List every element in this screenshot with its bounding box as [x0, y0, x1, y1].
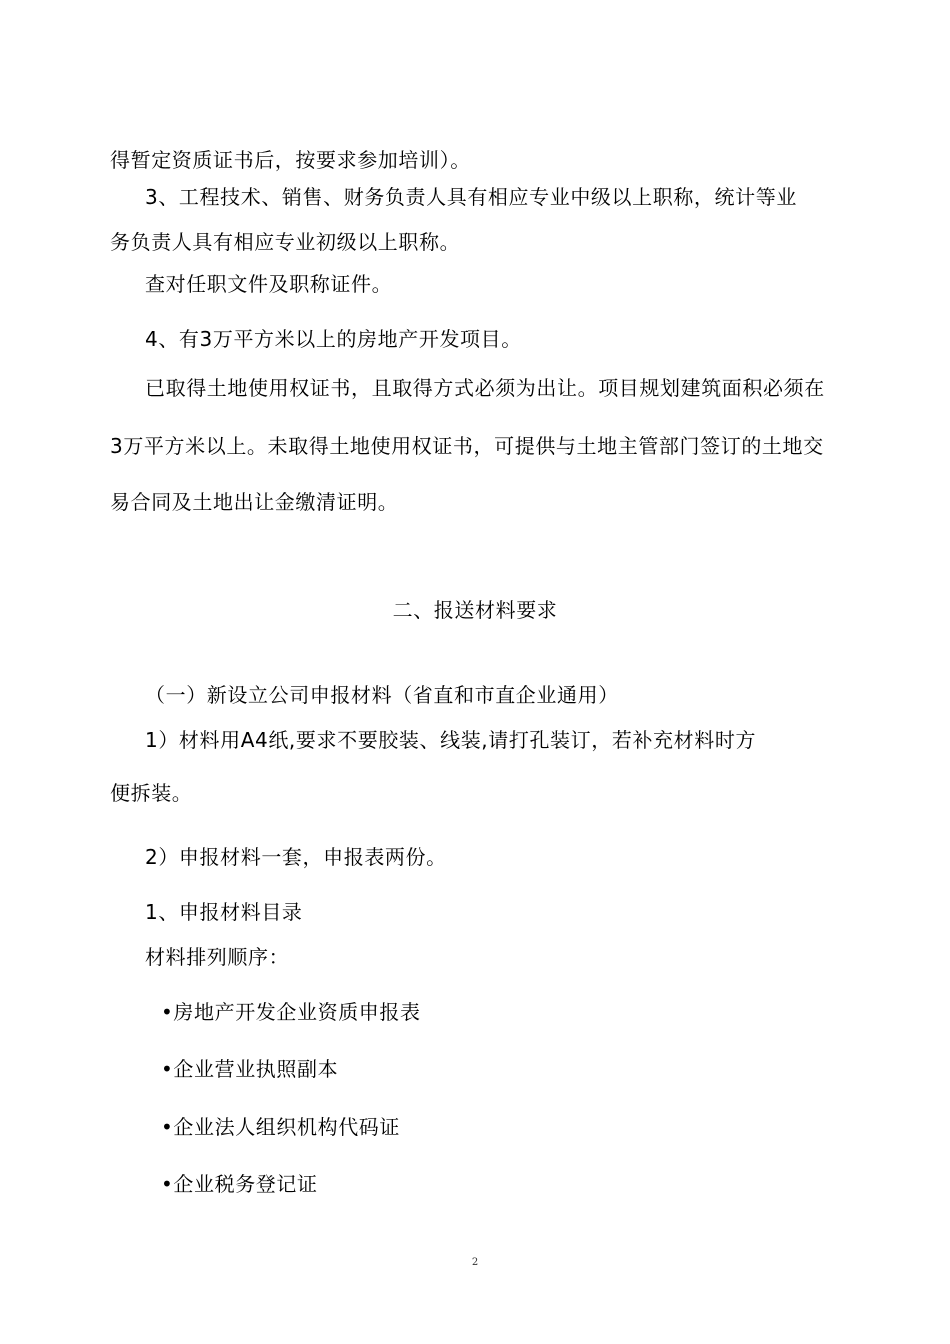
paragraph-line: 3、工程技术、销售、财务负责人具有相应专业中级以上职称，统计等业 — [145, 185, 797, 209]
section-heading: 二、报送材料要求 — [392, 598, 558, 622]
list-item: •房地产开发企业资质申报表 — [161, 1000, 421, 1024]
subsection-title: （一）新设立公司申报材料（省直和市直企业通用） — [145, 683, 619, 707]
paragraph-line: 得暂定资质证书后，按要求参加培训）。 — [110, 148, 471, 172]
list-item: •企业营业执照副本 — [161, 1057, 339, 1081]
paragraph-line: 2）申报材料一套，申报表两份。 — [145, 845, 447, 869]
list-item: •企业法人组织机构代码证 — [161, 1115, 400, 1139]
order-label: 材料排列顺序： — [145, 945, 290, 969]
paragraph-line: 4、有3万平方米以上的房地产开发项目。 — [145, 327, 522, 351]
paragraph-line: 查对任职文件及职称证件。 — [145, 272, 393, 296]
list-item: •企业税务登记证 — [161, 1172, 318, 1196]
paragraph-line: 已取得土地使用权证书，且取得方式必须为出让。项目规划建筑面积必须在 — [145, 376, 825, 400]
catalog-title: 1、申报材料目录 — [145, 900, 303, 924]
paragraph-line: 1）材料用A4纸,要求不要胶装、线装,请打孔装订，若补充材料时方 — [145, 728, 757, 752]
paragraph-line: 易合同及土地出让金缴清证明。 — [110, 490, 399, 514]
paragraph-line: 务负责人具有相应专业初级以上职称。 — [110, 230, 461, 254]
paragraph-line: 便拆装。 — [110, 781, 193, 805]
paragraph-line: 3万平方米以上。未取得土地使用权证书，可提供与土地主管部门签订的土地交 — [110, 434, 824, 458]
page-number: 2 — [471, 1257, 479, 1268]
